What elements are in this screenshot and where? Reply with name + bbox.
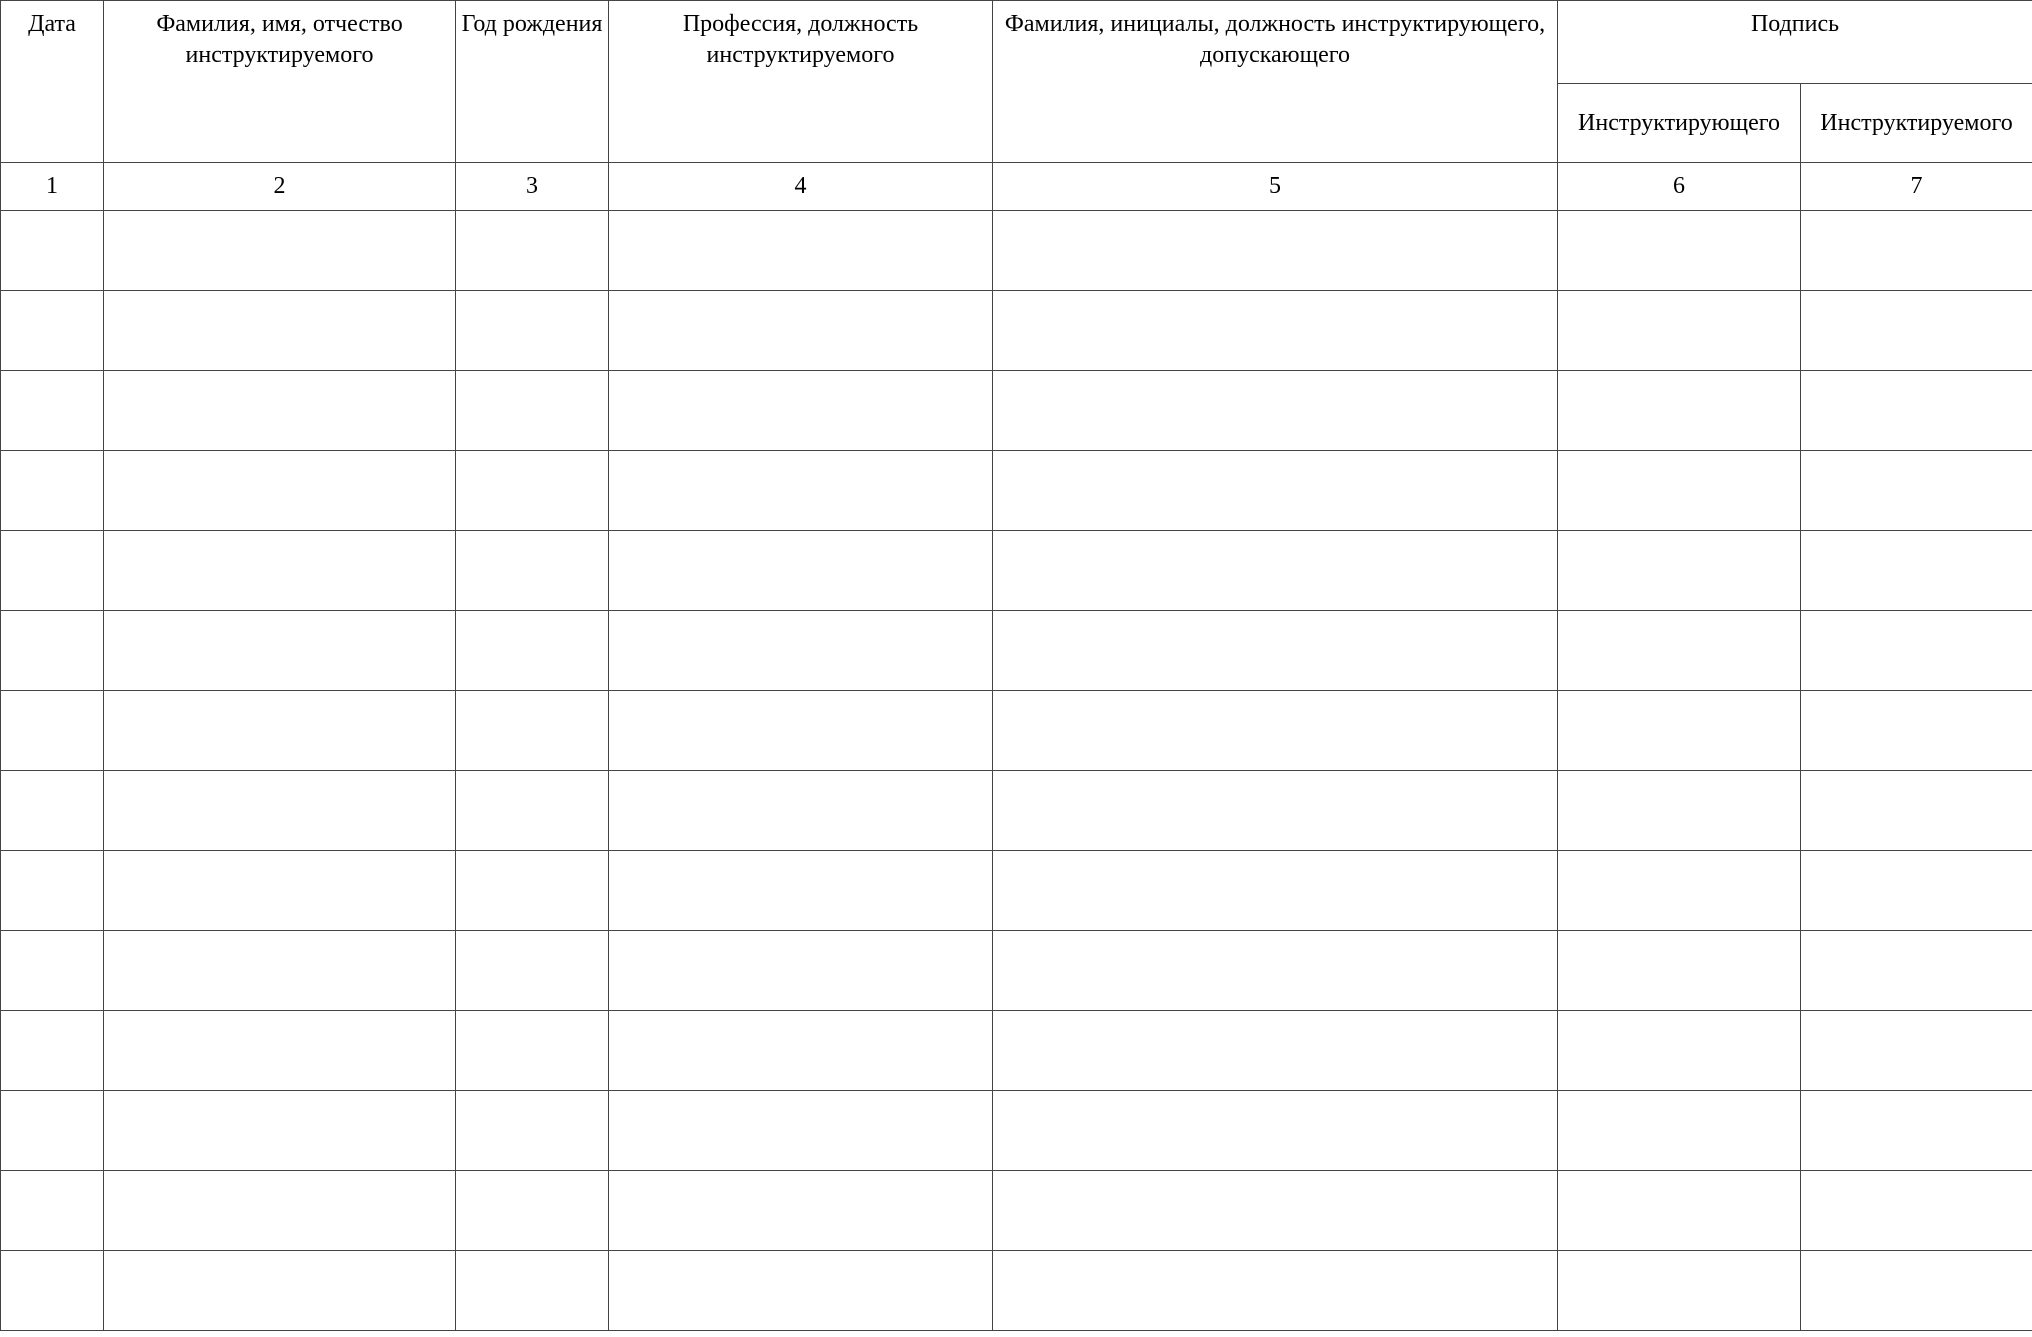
table-cell[interactable] <box>1558 291 1801 371</box>
table-cell[interactable] <box>1801 291 2032 371</box>
table-cell[interactable] <box>993 291 1558 371</box>
table-cell[interactable] <box>1 531 104 611</box>
table-row <box>1 291 2032 371</box>
table-cell[interactable] <box>1801 1251 2032 1331</box>
table-cell[interactable] <box>993 451 1558 531</box>
table-cell[interactable] <box>104 1091 456 1171</box>
table-cell[interactable] <box>1558 1251 1801 1331</box>
table-cell[interactable] <box>104 1171 456 1251</box>
table-cell[interactable] <box>993 1011 1558 1091</box>
table-cell[interactable] <box>1801 851 2032 931</box>
table-cell[interactable] <box>456 611 609 691</box>
table-cell[interactable] <box>1558 771 1801 851</box>
column-number: 7 <box>1801 163 2032 211</box>
table-cell[interactable] <box>104 1251 456 1331</box>
table-cell[interactable] <box>609 611 993 691</box>
table-row <box>1 931 2032 1011</box>
table-cell[interactable] <box>456 211 609 291</box>
column-number: 2 <box>104 163 456 211</box>
table-cell[interactable] <box>609 771 993 851</box>
table-cell[interactable] <box>993 931 1558 1011</box>
table-cell[interactable] <box>456 691 609 771</box>
table-cell[interactable] <box>104 851 456 931</box>
table-cell[interactable] <box>456 291 609 371</box>
table-cell[interactable] <box>993 531 1558 611</box>
table-cell[interactable] <box>104 451 456 531</box>
table-cell[interactable] <box>993 851 1558 931</box>
table-cell[interactable] <box>104 1011 456 1091</box>
column-number: 6 <box>1558 163 1801 211</box>
table-cell[interactable] <box>456 1011 609 1091</box>
table-row <box>1 611 2032 691</box>
column-number: 1 <box>1 163 104 211</box>
table-cell[interactable] <box>456 771 609 851</box>
table-cell[interactable] <box>1 931 104 1011</box>
table-cell[interactable] <box>993 371 1558 451</box>
table-cell[interactable] <box>1801 451 2032 531</box>
table-cell[interactable] <box>1558 611 1801 691</box>
table-cell[interactable] <box>1 291 104 371</box>
table-row <box>1 771 2032 851</box>
table-row <box>1 691 2032 771</box>
table-cell[interactable] <box>609 851 993 931</box>
table-cell[interactable] <box>609 1011 993 1091</box>
table-cell[interactable] <box>456 371 609 451</box>
table-cell[interactable] <box>104 531 456 611</box>
table-cell[interactable] <box>1558 931 1801 1011</box>
table-cell[interactable] <box>609 371 993 451</box>
table-cell[interactable] <box>1 1091 104 1171</box>
table-row <box>1 451 2032 531</box>
table-cell[interactable] <box>1801 1171 2032 1251</box>
column-number: 3 <box>456 163 609 211</box>
header-sig-instructor: Инструктирующего <box>1558 84 1801 163</box>
table-cell[interactable] <box>609 1091 993 1171</box>
table-cell[interactable] <box>609 1251 993 1331</box>
table-row <box>1 1011 2032 1091</box>
table-cell[interactable] <box>1 1171 104 1251</box>
table-cell[interactable] <box>1 691 104 771</box>
table-cell[interactable] <box>1 611 104 691</box>
table-cell[interactable] <box>993 1091 1558 1171</box>
table-cell[interactable] <box>1801 931 2032 1011</box>
table-cell[interactable] <box>609 1171 993 1251</box>
table-cell[interactable] <box>609 531 993 611</box>
table-cell[interactable] <box>1558 371 1801 451</box>
table-cell[interactable] <box>456 1251 609 1331</box>
table-row <box>1 1091 2032 1171</box>
table-cell[interactable] <box>104 931 456 1011</box>
header-fio: Фамилия, имя, отчество инструктируемого <box>104 1 456 163</box>
table-cell[interactable] <box>1 851 104 931</box>
header-signature: Подпись <box>1558 1 2032 84</box>
table-cell[interactable] <box>609 211 993 291</box>
table-row <box>1 1171 2032 1251</box>
table-cell[interactable] <box>104 291 456 371</box>
table-cell[interactable] <box>456 1091 609 1171</box>
table-cell[interactable] <box>993 211 1558 291</box>
table-cell[interactable] <box>1 451 104 531</box>
table-cell[interactable] <box>1801 1091 2032 1171</box>
table-row <box>1 1251 2032 1331</box>
header-birth-year: Год рождения <box>456 1 609 163</box>
table-cell[interactable] <box>456 531 609 611</box>
table-cell[interactable] <box>104 371 456 451</box>
table-cell[interactable] <box>456 851 609 931</box>
table-cell[interactable] <box>993 1171 1558 1251</box>
table-row <box>1 531 2032 611</box>
table-cell[interactable] <box>1801 1011 2032 1091</box>
table-cell[interactable] <box>456 1171 609 1251</box>
table-cell[interactable] <box>1801 611 2032 691</box>
table-row <box>1 851 2032 931</box>
table-cell[interactable] <box>1 1011 104 1091</box>
table-cell[interactable] <box>1801 371 2032 451</box>
table-cell[interactable] <box>1801 531 2032 611</box>
header-date: Дата <box>1 1 104 163</box>
table-cell[interactable] <box>993 691 1558 771</box>
table-cell[interactable] <box>104 611 456 691</box>
table-cell[interactable] <box>1558 1091 1801 1171</box>
table-cell[interactable] <box>609 451 993 531</box>
table-cell[interactable] <box>104 211 456 291</box>
column-number: 5 <box>993 163 1558 211</box>
table-cell[interactable] <box>104 771 456 851</box>
table-cell[interactable] <box>993 1251 1558 1331</box>
table-cell[interactable] <box>993 611 1558 691</box>
table-cell[interactable] <box>1558 691 1801 771</box>
table-cell[interactable] <box>1801 211 2032 291</box>
table-cell[interactable] <box>1558 211 1801 291</box>
table-cell[interactable] <box>1 1251 104 1331</box>
table-cell[interactable] <box>1558 531 1801 611</box>
table-cell[interactable] <box>456 931 609 1011</box>
table-cell[interactable] <box>609 691 993 771</box>
table-cell[interactable] <box>1558 851 1801 931</box>
table-cell[interactable] <box>993 771 1558 851</box>
table-cell[interactable] <box>1 771 104 851</box>
table-row <box>1 211 2032 291</box>
table-cell[interactable] <box>1558 1171 1801 1251</box>
header-profession: Профессия, должность инструктируемого <box>609 1 993 163</box>
table-cell[interactable] <box>104 691 456 771</box>
table-cell[interactable] <box>1 211 104 291</box>
column-number: 4 <box>609 163 993 211</box>
table-cell[interactable] <box>456 451 609 531</box>
table-cell[interactable] <box>609 291 993 371</box>
table-row <box>1 371 2032 451</box>
table-cell[interactable] <box>1558 451 1801 531</box>
column-number-row <box>1 163 2032 211</box>
header-sig-trainee: Инструктируемого <box>1801 84 2032 163</box>
table-cell[interactable] <box>1 371 104 451</box>
table-cell[interactable] <box>1801 691 2032 771</box>
table-cell[interactable] <box>1801 771 2032 851</box>
table-cell[interactable] <box>1558 1011 1801 1091</box>
table-cell[interactable] <box>609 931 993 1011</box>
header-instructor: Фамилия, инициалы, должность инструктирующего, допускающего <box>993 1 1558 163</box>
